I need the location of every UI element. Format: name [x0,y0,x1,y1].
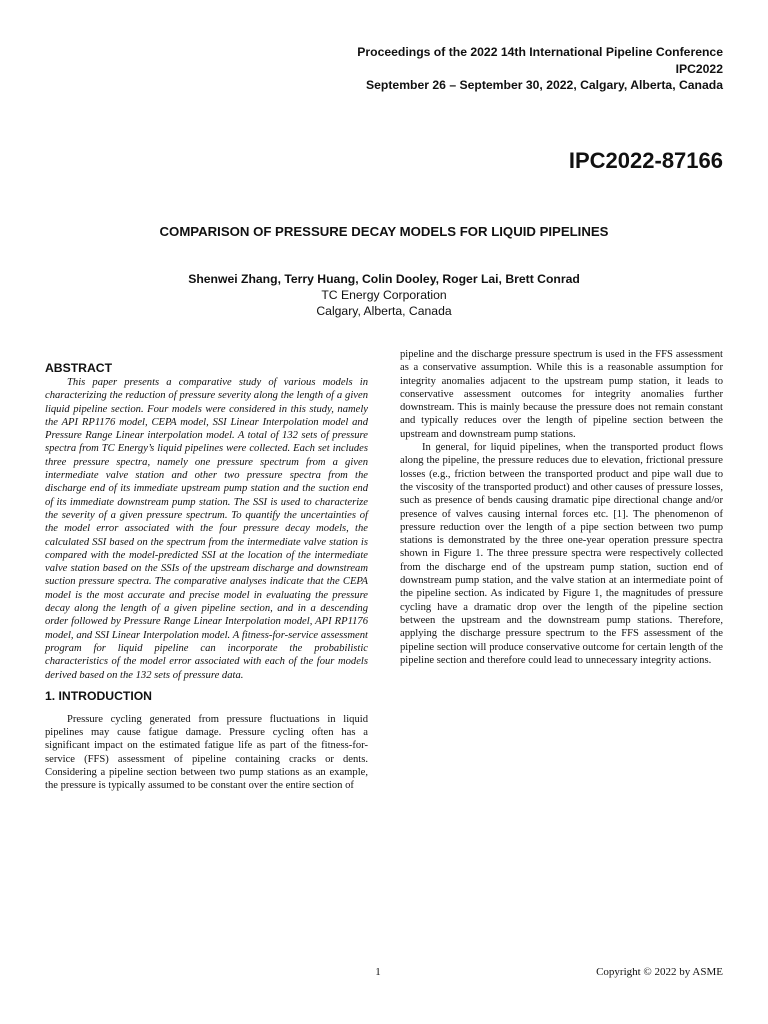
page-number: 1 [375,966,381,978]
intro-paragraph-1-continued: pipeline and the discharge pressure spectrum is used in the FFS assessment as a conservative assumption. While this is a reasonable assumption for integrity anomalies adjacent to the upstream pump station, it leads to conservative assessment outcomes for integrity anomalies further downstream. This is mainly because the pressure does not remain constant and typically reduces over the length of pipeline section between the upstream and downstream pump stations. [400,349,723,440]
abstract-text: This paper presents a comparative study of various models in characterizing the reduction of pressure severity along the length of a given liquid pipeline section. Four models were considered in this study, namely the API RP1176 model, CEPA model, SSI Linear Interpolation model and Pressure Range Linear interpolation model. A total of 132 sets of pressure spectra from TC Energy’s liquid pipelines were collected. Each set includes three pressure spectra, namely one pressure spectrum from a given intermediate valve station and other two pressure spectra from the discharge end of its immediate upstream pump station and the suction end of its immediate downstream pump station. The SSI is used to characterize the severity of a given pressure spectrum. To quantify the uncertainties of the model error associated with the four pressure decay models, the calculated SSI based on the spectrum from the intermediate valve station is compared with the model-predicted SSI at the location of the intermediate valve station based on the SSIs of the upstream discharge and downstream suction pressure spectra. The comparative analyses indicate that the CEPA model is the most accurate and precise model in evaluating the pressure decay along the length of a given pipeline section, and in a descending order followed by Pressure Range Linear Interpolation model, API RP1176 model, and SSI Linear Interpolation model. A fitness-for-service assessment program for liquid pipeline can incorporate the probabilistic characteristics of the model error associated with each of the four models derived based on the 132 sets of pressure data. [45,377,368,681]
copyright-notice: Copyright © 2022 by ASME [596,966,723,978]
conference-dates: September 26 – September 30, 2022, Calgary, Alberta, Canada [366,78,723,92]
intro-paragraph-2: In general, for liquid pipelines, when the transported product flows along the pipeline, the pressure reduces due to elevation, frictional pressure losses (e.g., friction between the transported product and pipe wall due to the viscosity of the transported product) and other causes of pressure losses, such as presence of bends causing dramatic pipe directional change and/or presence of valves causing internal forces etc. [1]. The phenomenon of pressure reduction over the length of a pipe section between two pump stations is demonstrated by the three one-year operation pressure spectra shown in Figure 1. The three pressure spectra were respectively collected from the discharge end of the upstream pump station, suction end of downstream pump station, and the valve station at an intermediate point of the pipeline section. As indicated by Figure 1, the magnitudes of pressure cycling have a dramatic drop over the length of the pipeline section between the upstream and the downstream pump stations. Therefore, applying the discharge pressure spectrum to the FFS assessment of the pipeline section will produce conservative outcome for certain length of the pipeline section and therefore could lead to unnecessary integrity actions. [400,442,723,666]
right-column [400,348,723,667]
affiliation-location: Calgary, Alberta, Canada [316,304,452,318]
conference-header [300,44,723,94]
introduction-heading: 1. INTRODUCTION [45,688,152,703]
conference-code: IPC2022 [675,61,723,76]
left-column [45,361,368,793]
paper-id: IPC2022-87166 [568,148,723,173]
affiliation-org: TC Energy Corporation [321,288,447,302]
intro-paragraph-1: Pressure cycling generated from pressure fluctuations in liquid pipelines may cause fatigue damage. Pressure cycling often has a significant impact on the estimated fatigue life as part of the fitness-for-service (FFS) assessment of pipeline containing cracks or dents. Considering a pipeline section between two pump stations as an example, the pressure is typically assumed to be constant over the entire section of [45,713,368,792]
abstract-heading: ABSTRACT [45,361,113,375]
conference-name: Proceedings of the 2022 14th International Pipeline Conference [357,45,723,59]
author-list: Shenwei Zhang, Terry Huang, Colin Dooley, Roger Lai, Brett Conrad [188,272,580,286]
paper-title: COMPARISON OF PRESSURE DECAY MODELS FOR LIQUID PIPELINES [159,224,609,239]
